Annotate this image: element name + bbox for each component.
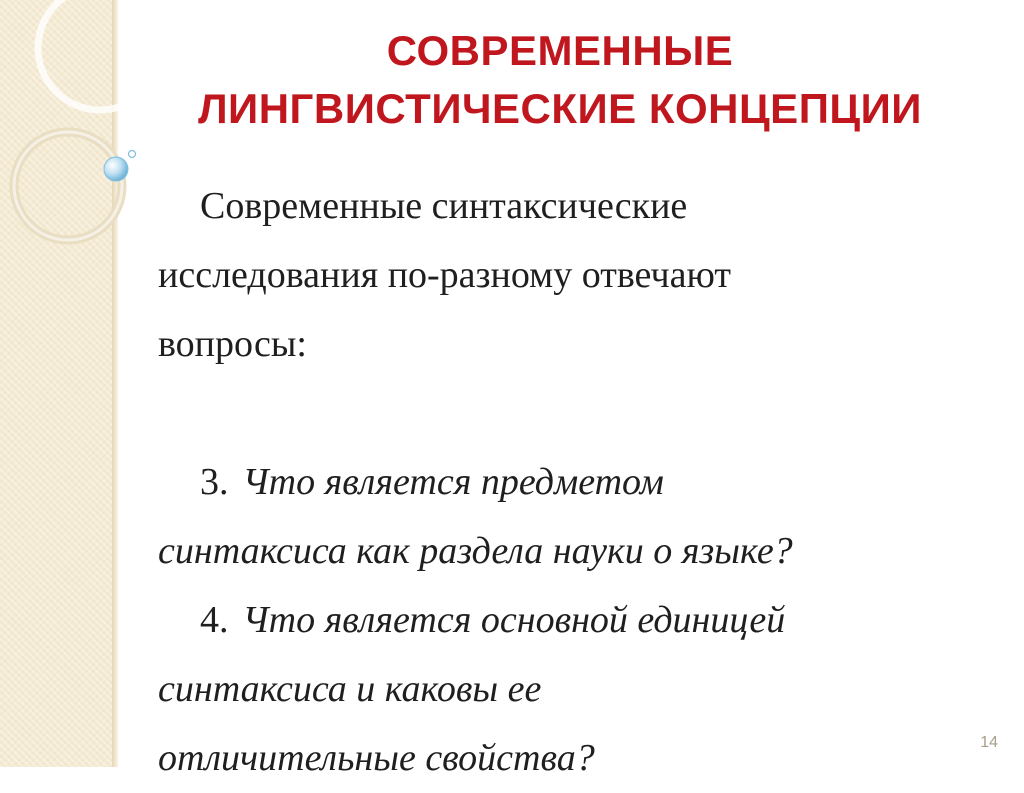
question-number: 3.: [200, 461, 229, 503]
question-text-line-2: синтаксиса как раздела науки о языке?: [158, 530, 793, 572]
slide-title-line-1: СОВРЕМЕННЫЕ: [386, 27, 734, 74]
question-text-line-3: отличительные свойства?: [158, 737, 595, 779]
slide-title: [140, 22, 980, 138]
bubble-icon: [104, 157, 128, 181]
slide-page-number: 14: [980, 734, 998, 751]
question-item-4: [158, 586, 1008, 793]
bubble-small-icon: [129, 151, 136, 158]
intro-line-3: вопросы:: [158, 323, 307, 365]
question-text-line-2: синтаксиса и каковы ее: [158, 668, 542, 710]
question-number: 4.: [200, 599, 229, 641]
paragraph-gap: [158, 379, 1008, 448]
slide-body: [158, 172, 1008, 793]
intro-line-1: Современные синтаксические: [200, 185, 688, 227]
slide-title-line-2: ЛИНГВИСТИЧЕСКИЕ КОНЦЕПЦИИ: [198, 85, 922, 132]
question-text-line-1: Что является основной единицей: [242, 599, 786, 641]
intro-line-2: исследования по-разному отвечают: [158, 254, 731, 296]
intro-paragraph: [158, 172, 1008, 379]
question-text-line-1: Что является предметом: [242, 461, 664, 503]
question-item-3: [158, 448, 1008, 586]
